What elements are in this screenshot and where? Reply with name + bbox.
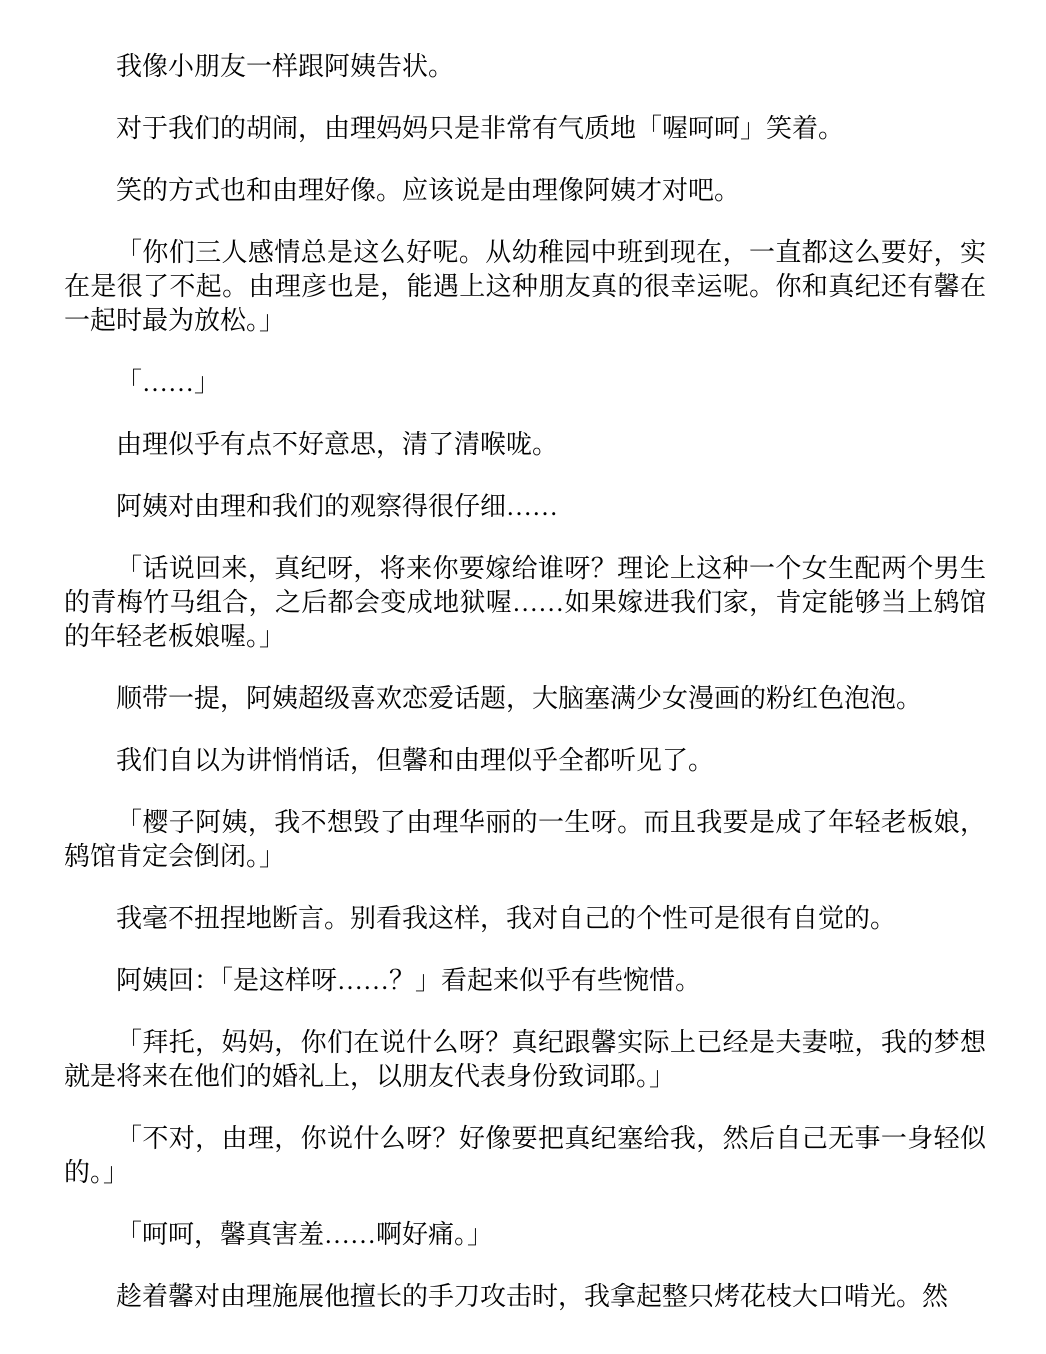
- paragraph: 「樱子阿姨，我不想毁了由理华丽的一生呀。而且我要是成了年轻老板娘，鸫馆肯定会倒闭。」: [64, 808, 986, 871]
- paragraph: 阿姨对由理和我们的观察得很仔细……: [116, 492, 559, 521]
- paragraph: 「话说回来，真纪呀，将来你要嫁给谁呀？理论上这种一个女生配两个男生的青梅竹马组合，之后都会变成地狱喔……如果嫁进我们家，肯定能够当上鸫馆的年轻老板娘喔。」: [64, 554, 986, 651]
- paragraph: 我们自以为讲悄悄话，但馨和由理似乎全都听见了。: [116, 746, 715, 775]
- paragraph: 我毫不扭捏地断言。别看我这样，我对自己的个性可是很有自觉的。: [116, 904, 897, 933]
- paragraph: 「呵呵，馨真害羞……啊好痛。」: [116, 1220, 494, 1249]
- paragraph: 由理似乎有点不好意思，清了清喉咙。: [116, 430, 559, 459]
- paragraph: 阿姨回：「是这样呀……？」看起来似乎有些惋惜。: [116, 966, 702, 995]
- paragraph: 「……」: [116, 368, 221, 397]
- paragraph: 对于我们的胡闹，由理妈妈只是非常有气质地「喔呵呵」笑着。: [116, 114, 845, 143]
- paragraph: 「不对，由理，你说什么呀？好像要把真纪塞给我，然后自己无事一身轻似的。」: [64, 1124, 986, 1187]
- paragraph: 笑的方式也和由理好像。应该说是由理像阿姨才对吧。: [116, 176, 741, 205]
- paragraph: 「你们三人感情总是这么好呢。从幼稚园中班到现在，一直都这么要好，实在是很了不起。由理彦也是，能遇上这种朋友真的很幸运呢。你和真纪还有馨在一起时最为放松。」: [64, 238, 986, 335]
- paragraph: 顺带一提，阿姨超级喜欢恋爱话题，大脑塞满少女漫画的粉红色泡泡。: [116, 684, 923, 713]
- paragraph: 我像小朋友一样跟阿姨告状。: [116, 52, 455, 81]
- paragraph: 「拜托，妈妈，你们在说什么呀？真纪跟馨实际上已经是夫妻啦，我的梦想就是将来在他们的婚礼上，以朋友代表身份致词耶。」: [64, 1028, 986, 1091]
- paragraph: 趁着馨对由理施展他擅长的手刀攻击时，我拿起整只烤花枝大口啃光。然: [116, 1282, 949, 1311]
